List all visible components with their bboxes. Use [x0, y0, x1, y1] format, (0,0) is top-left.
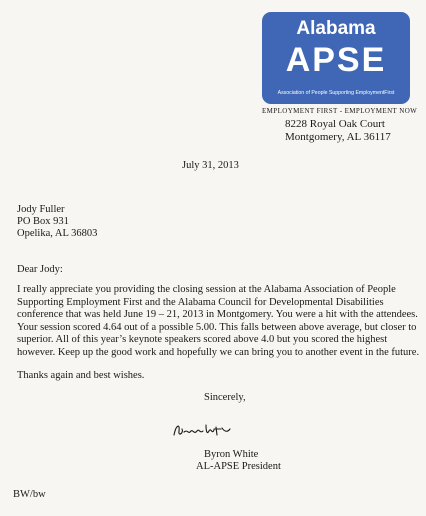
letterhead-address-line1: 8228 Royal Oak Court: [285, 118, 385, 130]
logo-subtitle: Association of People Supporting EmploymentFirst: [277, 90, 395, 96]
thanks-line: Thanks again and best wishes.: [17, 370, 145, 381]
apse-logo: [262, 12, 410, 104]
typist-initials: BW/bw: [13, 489, 46, 500]
letter-body: [17, 284, 419, 360]
body-line: superior. All of this year’s keynote speakers scored above 4.0 but you scored the highest: [17, 334, 388, 346]
letterhead-address-line2: Montgomery, AL 36117: [285, 131, 391, 143]
signer-name: Byron White: [204, 449, 259, 460]
recipient-name: Jody Fuller: [17, 204, 65, 215]
closing-line: Sincerely,: [204, 392, 246, 403]
letterhead-tagline: EMPLOYMENT FIRST - EMPLOYMENT NOW: [262, 107, 418, 115]
signer-title: AL-APSE President: [196, 461, 281, 472]
recipient-address-line2: Opelika, AL 36803: [17, 228, 98, 239]
body-line: Supporting Employment First and the Alabama Council for Developmental Disabilities: [17, 296, 384, 308]
salutation: Dear Jody:: [17, 264, 63, 275]
body-line: conference that was held June 19 – 21, 2013 in Montgomery. You were a hit with the attendees.: [17, 309, 418, 321]
logo-state-name: Alabama: [296, 18, 376, 39]
body-line: Your session scored 4.64 out of a possible 5.00. This falls between above average, but closer to: [17, 321, 417, 333]
handwritten-signature: [170, 419, 234, 441]
logo-org-name: APSE: [285, 41, 387, 79]
letter-date: July 31, 2013: [182, 160, 239, 171]
body-line: I really appreciate you providing the closing session at the Alabama Association of People: [17, 284, 396, 295]
recipient-address-line1: PO Box 931: [17, 216, 69, 227]
body-line: however. Keep up the good work and hopefully we can bring you to another event in the future.: [17, 346, 420, 358]
